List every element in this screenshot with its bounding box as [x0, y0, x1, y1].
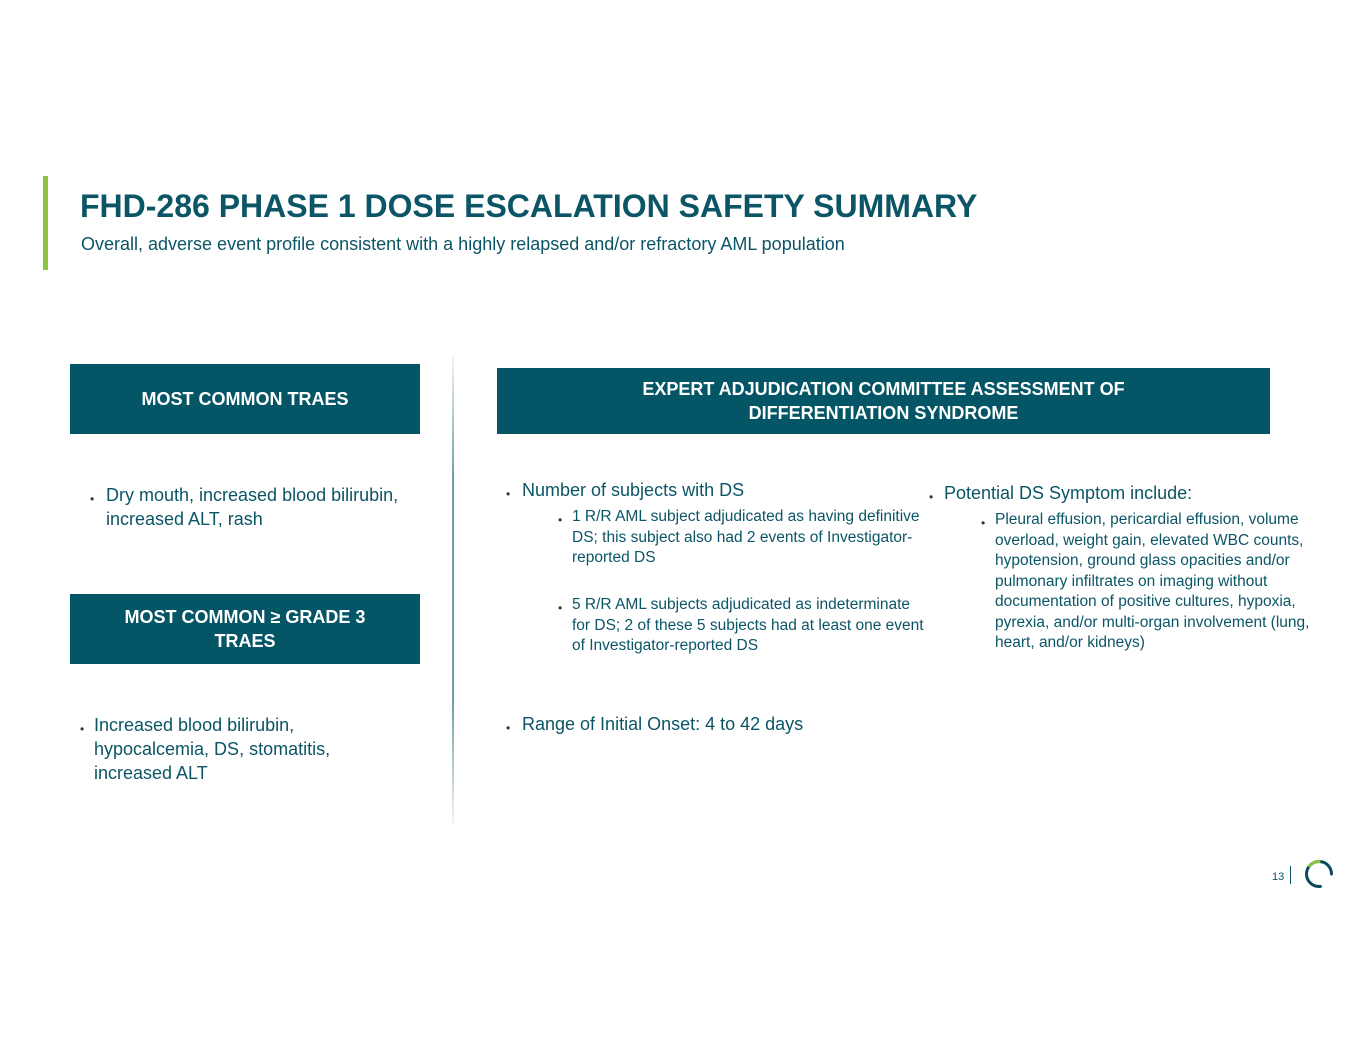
subjects-bullet: [506, 478, 922, 502]
slide-subtitle: Overall, adverse event profile consistent with a highly relapsed and/or refractory AML population: [81, 234, 845, 254]
bullet-dot: •: [80, 722, 85, 736]
bullet-dot: •: [90, 492, 95, 506]
onset-bullet-text: Range of Initial Onset: 4 to 42 days: [522, 714, 804, 734]
traes-bullet: [90, 483, 406, 531]
title-accent-bar: [43, 176, 48, 270]
page-number-separator: [1290, 866, 1291, 884]
bullet-dot: •: [558, 601, 563, 615]
grade3-header-line2: TRAES: [214, 631, 276, 651]
subjects-bullet-text: Number of subjects with DS: [522, 480, 745, 500]
most-common-traes-header-label: MOST COMMON TRAES: [141, 389, 349, 409]
grade3-header-line1: MOST COMMON ≥ GRADE 3: [124, 607, 366, 627]
symptoms-sub-bullet-text: Pleural effusion, pericardial effusion, volume overload, weight gain, elevated WBC counts, hypotension, ground glass opacities and/or pulmonary infiltrates on imaging without documentation of positive cultures, hypoxia, pyrexia, and/or multi-organ involvement (lung, heart, and/or kidneys): [995, 511, 1310, 651]
bullet-dot: •: [558, 513, 563, 527]
grade3-bullet: [80, 713, 394, 785]
most-common-traes-header: [70, 364, 420, 434]
page-number: 13: [1272, 871, 1285, 883]
bullet-dot: •: [929, 490, 934, 504]
symptoms-bullet: [929, 481, 1304, 505]
expert-adjudication-header: [497, 368, 1270, 434]
grade3-traes-header: [70, 594, 420, 664]
subjects-sub-bullet-indeterminate-text: 5 R/R AML subjects adjudicated as indeterminate for DS; 2 of these 5 subjects had at least one event of Investigator-reported DS: [572, 596, 924, 654]
symptoms-sub-bullet: [981, 510, 1315, 654]
bullet-dot: •: [506, 487, 511, 501]
expert-header-line2: DIFFERENTIATION SYNDROME: [748, 403, 1019, 423]
symptoms-bullet-text: Potential DS Symptom include:: [944, 483, 1193, 503]
grade3-bullet-text: Increased blood bilirubin, hypocalcemia, DS, stomatitis, increased ALT: [94, 715, 331, 783]
bullet-dot: •: [506, 721, 511, 735]
subjects-sub-bullet-definitive: [558, 507, 932, 569]
grade3-traes-header-label: [125, 605, 366, 653]
expert-header-line1: EXPERT ADJUDICATION COMMITTEE ASSESSMENT OF: [642, 379, 1125, 399]
subjects-sub-bullet-indeterminate: [558, 595, 932, 657]
slide-title: FHD-286 PHASE 1 DOSE ESCALATION SAFETY SUMMARY: [80, 188, 978, 224]
onset-bullet: [506, 712, 922, 736]
traes-bullet-text: Dry mouth, increased blood bilirubin, increased ALT, rash: [106, 485, 399, 529]
bullet-dot: •: [981, 516, 986, 530]
subjects-sub-bullet-definitive-text: 1 R/R AML subject adjudicated as having definitive DS; this subject also had 2 events of Investigator-reported DS: [572, 508, 920, 566]
circle-ring-logo-icon: [1303, 858, 1335, 890]
expert-adjudication-header-label: [642, 377, 1124, 425]
column-divider: [452, 355, 454, 825]
